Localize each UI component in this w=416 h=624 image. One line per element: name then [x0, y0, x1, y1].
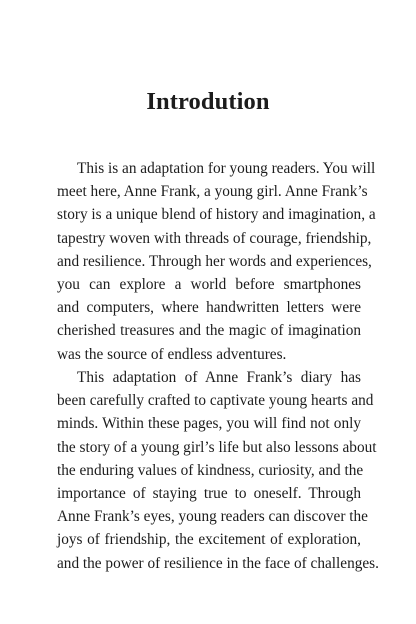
paragraph-line: Anne Frank’s eyes, young readers can discover the [57, 508, 368, 526]
paragraph-line: This is an adaptation for young readers. You will [77, 160, 376, 177]
paragraph-line: joys of friendship, the excitement of exploration, [57, 531, 361, 549]
paragraph-line: and computers, where handwritten letters were [57, 299, 361, 317]
paragraph-line: was the source of endless adventures. [57, 345, 287, 363]
chapter-title: Introdution [146, 88, 270, 115]
paragraph-line: the story of a young girl’s life but also lessons about [57, 438, 377, 456]
paragraph-line: you can explore a world before smartphones [57, 275, 361, 293]
paragraph-line: importance of staying true to oneself. Through [57, 484, 361, 502]
paragraph-line: and the power of resilience in the face of challenges. [57, 554, 379, 572]
paragraph-line: story is a unique blend of history and imagination, a [57, 206, 376, 224]
paragraph-line: minds. Within these pages, you will find not only [57, 415, 361, 433]
paragraph-line: tapestry woven with threads of courage, friendship, [57, 229, 372, 247]
paragraph-line: been carefully crafted to captivate young hearts and [57, 392, 374, 410]
paragraph-line: cherished treasures and the magic of imagination [57, 322, 361, 340]
paragraph-1 [57, 157, 376, 366]
paragraph-line: the enduring values of kindness, curiosity, and the [57, 461, 364, 479]
paragraph-line: meet here, Anne Frank, a young girl. Anne Frank’s [57, 183, 368, 201]
paragraph-line: and resilience. Through her words and experiences, [57, 252, 372, 270]
paragraph-line: This adaptation of Anne Frank’s diary has [77, 369, 361, 386]
paragraph-2 [57, 366, 379, 575]
